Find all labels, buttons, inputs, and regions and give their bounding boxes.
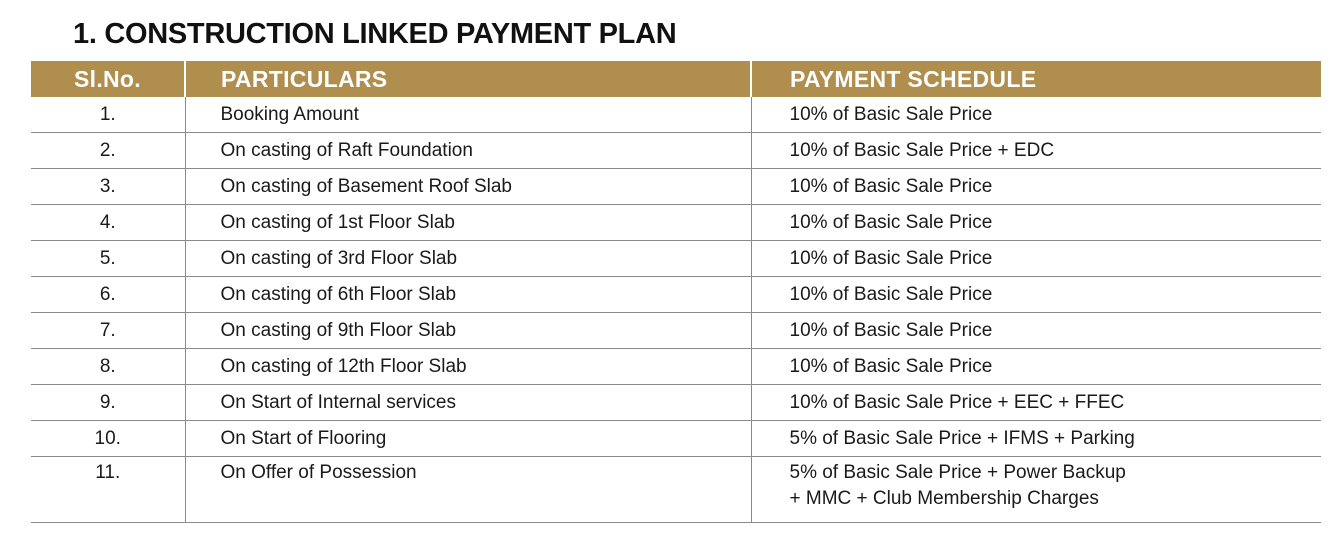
header-sl-no: Sl.No. <box>31 61 185 97</box>
table-row <box>31 349 1321 385</box>
table-row <box>31 277 1321 313</box>
cell-schedule: 10% of Basic Sale Price <box>751 97 1321 133</box>
schedule-line: 5% of Basic Sale Price + Power Backup <box>789 462 1126 483</box>
cell-schedule: 5% of Basic Sale Price + IFMS + Parking <box>751 421 1321 457</box>
table-header <box>31 61 1321 97</box>
cell-schedule: 10% of Basic Sale Price + EEC + FFEC <box>751 385 1321 421</box>
table-row <box>31 421 1321 457</box>
cell-particular: On casting of Basement Roof Slab <box>185 169 751 205</box>
cell-schedule <box>751 457 1321 523</box>
cell-sl-no: 2. <box>31 133 185 169</box>
table-row <box>31 313 1321 349</box>
cell-sl-no: 10. <box>31 421 185 457</box>
cell-schedule: 10% of Basic Sale Price + EDC <box>751 133 1321 169</box>
table-row <box>31 385 1321 421</box>
cell-sl-no: 4. <box>31 205 185 241</box>
cell-sl-no: 11. <box>31 457 185 523</box>
cell-schedule: 10% of Basic Sale Price <box>751 313 1321 349</box>
cell-particular: On casting of Raft Foundation <box>185 133 751 169</box>
header-payment-schedule: PAYMENT SCHEDULE <box>751 61 1321 97</box>
table-row <box>31 133 1321 169</box>
cell-schedule: 10% of Basic Sale Price <box>751 169 1321 205</box>
table-row <box>31 97 1321 133</box>
payment-plan-table <box>31 61 1321 523</box>
cell-particular: On casting of 6th Floor Slab <box>185 277 751 313</box>
cell-sl-no: 1. <box>31 97 185 133</box>
cell-particular: On casting of 3rd Floor Slab <box>185 241 751 277</box>
cell-particular: On Start of Flooring <box>185 421 751 457</box>
schedule-line: + MMC + Club Membership Charges <box>789 488 1099 509</box>
cell-schedule: 10% of Basic Sale Price <box>751 349 1321 385</box>
table-row <box>31 169 1321 205</box>
cell-particular: On Start of Internal services <box>185 385 751 421</box>
cell-particular: Booking Amount <box>185 97 751 133</box>
cell-schedule: 10% of Basic Sale Price <box>751 277 1321 313</box>
cell-sl-no: 8. <box>31 349 185 385</box>
cell-particular: On casting of 1st Floor Slab <box>185 205 751 241</box>
cell-sl-no: 7. <box>31 313 185 349</box>
cell-particular: On casting of 9th Floor Slab <box>185 313 751 349</box>
cell-sl-no: 3. <box>31 169 185 205</box>
header-particulars: PARTICULARS <box>185 61 751 97</box>
table-row <box>31 241 1321 277</box>
table-row <box>31 205 1321 241</box>
cell-schedule: 10% of Basic Sale Price <box>751 205 1321 241</box>
cell-particular: On Offer of Possession <box>185 457 751 523</box>
page-title: 1. CONSTRUCTION LINKED PAYMENT PLAN <box>73 18 677 50</box>
cell-particular: On casting of 12th Floor Slab <box>185 349 751 385</box>
cell-sl-no: 5. <box>31 241 185 277</box>
cell-sl-no: 6. <box>31 277 185 313</box>
cell-sl-no: 9. <box>31 385 185 421</box>
table-row <box>31 457 1321 523</box>
cell-schedule: 10% of Basic Sale Price <box>751 241 1321 277</box>
